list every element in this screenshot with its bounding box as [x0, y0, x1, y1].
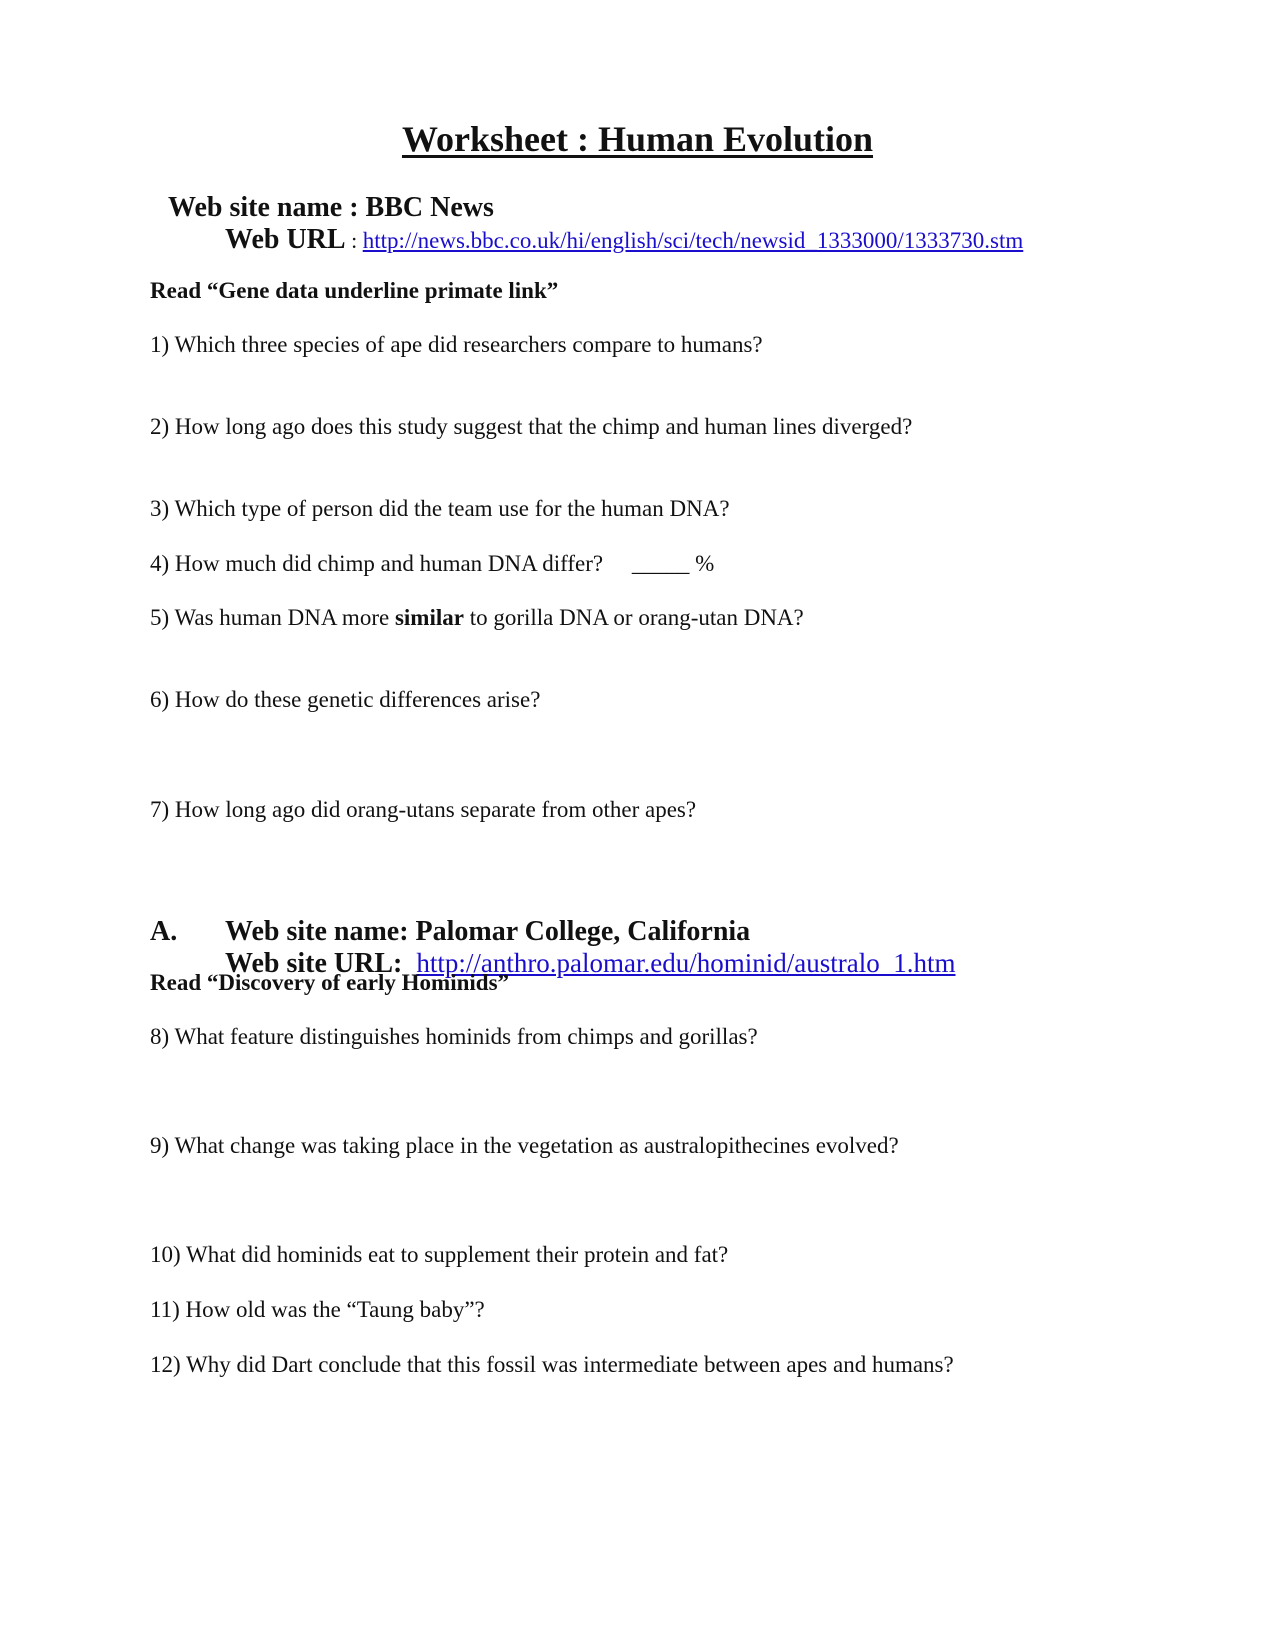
question-11: 11) How old was the “Taung baby”?	[150, 1297, 485, 1322]
web-url-label: Web URL	[225, 224, 346, 255]
question-4: 4) How much did chimp and human DNA differ? _____ %	[150, 551, 715, 576]
site-name-bbc: Web site name : BBC News	[168, 192, 494, 223]
question-7: 7) How long ago did orang-utans separate from other apes?	[150, 797, 697, 822]
question-3: 3) Which type of person did the team use for the human DNA?	[150, 496, 730, 521]
question-5	[150, 605, 804, 631]
read-heading-gene-data: Read “Gene data underline primate link”	[150, 278, 559, 303]
worksheet-title: Worksheet : Human Evolution	[401, 119, 874, 159]
bbc-url-link[interactable]: http://news.bbc.co.uk/hi/english/sci/tech/newsid_1333000/1333730.stm	[362, 228, 1024, 253]
section-letter-a: A.	[150, 916, 178, 947]
question-8: 8) What feature distinguishes hominids from chimps and gorillas?	[150, 1024, 758, 1049]
question-10: 10) What did hominids eat to supplement their protein and fat?	[150, 1242, 729, 1267]
question-2: 2) How long ago does this study suggest that the chimp and human lines diverged?	[150, 414, 913, 439]
question-12: 12) Why did Dart conclude that this fossil was intermediate between apes and humans?	[150, 1352, 954, 1377]
question-5-emphasis: similar	[394, 605, 464, 630]
web-site-url-label: Web site URL:	[225, 948, 403, 979]
web-url-colon: :	[345, 228, 363, 253]
question-9: 9) What change was taking place in the vegetation as australopithecines evolved?	[150, 1133, 899, 1158]
question-1: 1) Which three species of ape did researchers compare to humans?	[150, 332, 763, 357]
web-url-line-bbc	[225, 224, 1023, 256]
question-5-start: 5) Was human DNA more	[150, 605, 395, 630]
palomar-url-link[interactable]: http://anthro.palomar.edu/hominid/australo_1.htm	[416, 948, 956, 978]
question-6: 6) How do these genetic differences arise?	[150, 687, 541, 712]
site-name-palomar: Web site name: Palomar College, California	[225, 916, 751, 947]
read-heading-early-hominids: Read “Discovery of early Hominids”	[150, 970, 510, 995]
question-5-end: to gorilla DNA or orang-utan DNA?	[463, 605, 804, 630]
